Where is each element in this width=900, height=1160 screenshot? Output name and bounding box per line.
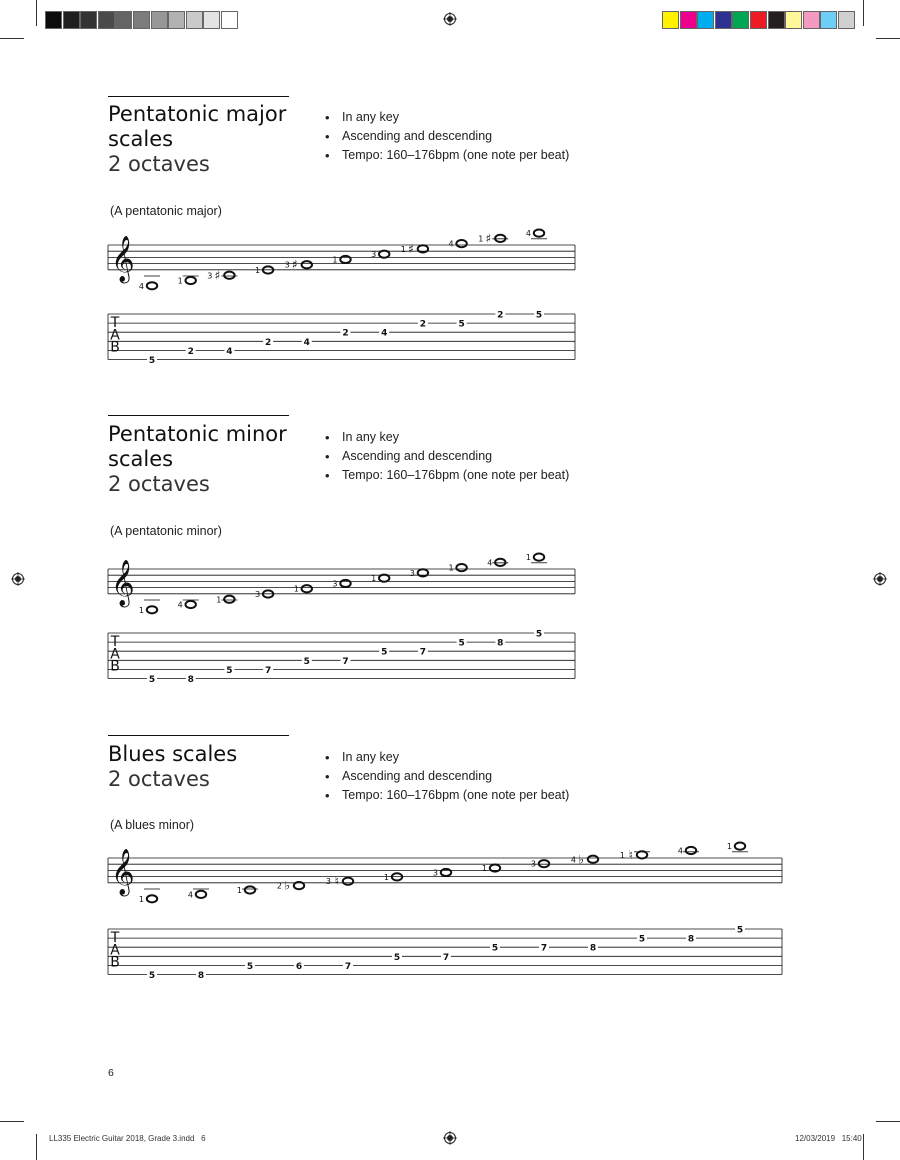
finger-number: 1 [619, 850, 625, 860]
fret-number: 6 [295, 961, 303, 972]
treble-clef-icon: 𝄞 [111, 235, 135, 282]
fret-number: 5 [458, 638, 465, 649]
accidental: ♯ [214, 268, 221, 283]
whole-note [343, 878, 353, 885]
fret-number: 8 [687, 934, 695, 945]
fret-number: 7 [342, 656, 349, 667]
finger-number: 3 [207, 271, 213, 281]
fret-number: 5 [148, 971, 156, 981]
whole-note [637, 851, 647, 858]
finger-number: 3 [371, 250, 377, 260]
fret-number: 8 [197, 971, 205, 981]
fret-number: 5 [381, 647, 388, 658]
treble-clef-icon: 𝄞 [111, 559, 135, 606]
fret-number: 5 [535, 310, 543, 321]
fret-number: 7 [344, 961, 352, 972]
tab-clef-letter: B [110, 339, 120, 356]
fret-number: 5 [535, 629, 543, 640]
fret-number: 4 [303, 337, 310, 348]
finger-number: 3 [255, 589, 261, 599]
finger-number: 1 [525, 553, 531, 563]
page-number: 6 [108, 1067, 114, 1079]
finger-number: 1 [448, 563, 454, 573]
fret-number: 5 [148, 356, 156, 366]
fret-number: 4 [226, 346, 233, 357]
title-line: Pentatonic minor [108, 422, 287, 446]
finger-number: 1 [293, 584, 299, 594]
requirement-item: • Tempo: 160–176bpm (one note per beat) [325, 786, 569, 805]
requirement-item: • In any key [325, 748, 569, 767]
requirement-item: • Tempo: 160–176bpm (one note per beat) [325, 146, 569, 165]
accidental: ♭ [578, 852, 584, 867]
fret-number: 2 [264, 337, 272, 348]
finger-number: 3 [432, 868, 438, 878]
whole-note [539, 860, 549, 867]
tab-clef-letter: A [110, 646, 120, 663]
whole-note [441, 869, 451, 876]
finger-number: 1 [383, 872, 389, 882]
example-label: (A pentatonic major) [110, 204, 222, 218]
fret-number: 8 [497, 638, 504, 649]
tab-clef-letter: B [110, 658, 120, 675]
fret-number: 2 [342, 328, 349, 339]
requirement-item: • Tempo: 160–176bpm (one note per beat) [325, 466, 569, 485]
finger-number: 4 [187, 890, 193, 900]
footer-timestamp: 12/03/2019 15:40 [795, 1134, 862, 1143]
fret-number: 5 [246, 961, 254, 972]
tab-clef-letter: A [110, 327, 120, 344]
fret-number: 8 [589, 943, 597, 954]
finger-number: 4 [487, 558, 493, 568]
whole-note [588, 856, 598, 863]
finger-number: 2 [276, 881, 282, 891]
finger-number: 4 [138, 281, 144, 291]
tab-clef-letter: T [110, 634, 120, 650]
fret-number: 5 [226, 665, 233, 676]
accidental: ♮ [334, 874, 339, 889]
fret-number: 2 [497, 310, 504, 321]
fret-number: 7 [540, 943, 548, 954]
section-subtitle: 2 octaves [108, 152, 210, 176]
tab-clef-letter: T [110, 930, 120, 946]
fret-number: 5 [148, 675, 156, 685]
finger-number: 3 [530, 859, 536, 869]
fret-number: 8 [187, 675, 194, 685]
finger-number: 1 [478, 234, 484, 244]
finger-number: 1 [138, 605, 144, 615]
finger-number: 1 [255, 265, 261, 275]
requirement-item: • Ascending and descending [325, 127, 569, 146]
tab-clef-letter: T [110, 315, 120, 331]
finger-number: 1 [332, 255, 338, 265]
fret-number: 5 [458, 319, 465, 330]
whole-note [196, 891, 206, 898]
fret-number: 4 [381, 328, 388, 339]
finger-number: 1 [371, 574, 377, 584]
requirement-item: • Ascending and descending [325, 767, 569, 786]
fret-number: 7 [264, 665, 272, 676]
fret-number: 5 [736, 925, 744, 936]
accidental: ♭ [284, 878, 290, 893]
finger-number: 3 [325, 877, 331, 887]
finger-number: 4 [677, 846, 683, 856]
fret-number: 2 [419, 319, 427, 330]
fret-number: 5 [491, 943, 499, 954]
fret-number: 5 [638, 934, 646, 945]
finger-number: 1 [216, 595, 222, 605]
finger-number: 4 [177, 600, 183, 610]
whole-note [735, 843, 745, 850]
finger-number: 3 [409, 568, 415, 578]
title-line: Pentatonic major [108, 102, 287, 126]
finger-number: 1 [726, 842, 732, 852]
tab-clef-letter: B [110, 954, 120, 971]
fret-number: 5 [303, 656, 310, 667]
whole-note [147, 895, 157, 902]
title-line: scales [108, 447, 174, 471]
section-subtitle: 2 octaves [108, 472, 210, 496]
finger-number: 1 [236, 886, 242, 896]
fret-number: 2 [187, 346, 194, 357]
whole-note [245, 886, 255, 893]
finger-number: 4 [525, 229, 531, 239]
footer-file-info: LL335 Electric Guitar 2018, Grade 3.indd 6 [49, 1134, 206, 1143]
treble-clef-icon: 𝄞 [111, 848, 135, 895]
accidental: ♮ [628, 847, 633, 862]
requirement-item: • In any key [325, 428, 569, 447]
finger-number: 4 [570, 855, 576, 865]
finger-number: 1 [400, 244, 406, 254]
example-label: (A pentatonic minor) [110, 524, 222, 538]
fret-number: 7 [442, 952, 450, 963]
example-label: (A blues minor) [110, 818, 195, 832]
section-subtitle: 2 octaves [108, 767, 210, 791]
finger-number: 4 [448, 239, 454, 249]
fret-number: 7 [419, 647, 427, 658]
finger-number: 1 [138, 894, 144, 904]
tab-clef-letter: A [110, 942, 120, 959]
finger-number: 3 [332, 579, 338, 589]
accidental: ♯ [485, 231, 492, 246]
fret-number: 5 [393, 952, 401, 963]
whole-note [686, 847, 696, 854]
accidental: ♯ [408, 241, 414, 256]
finger-number: 1 [177, 276, 183, 286]
title-line: Blues scales [108, 742, 238, 766]
title-line: scales [108, 127, 174, 151]
finger-number: 3 [284, 260, 290, 270]
finger-number: 1 [481, 864, 487, 874]
requirement-item: • In any key [325, 108, 569, 127]
requirement-item: • Ascending and descending [325, 447, 569, 466]
accidental: ♯ [291, 257, 298, 272]
